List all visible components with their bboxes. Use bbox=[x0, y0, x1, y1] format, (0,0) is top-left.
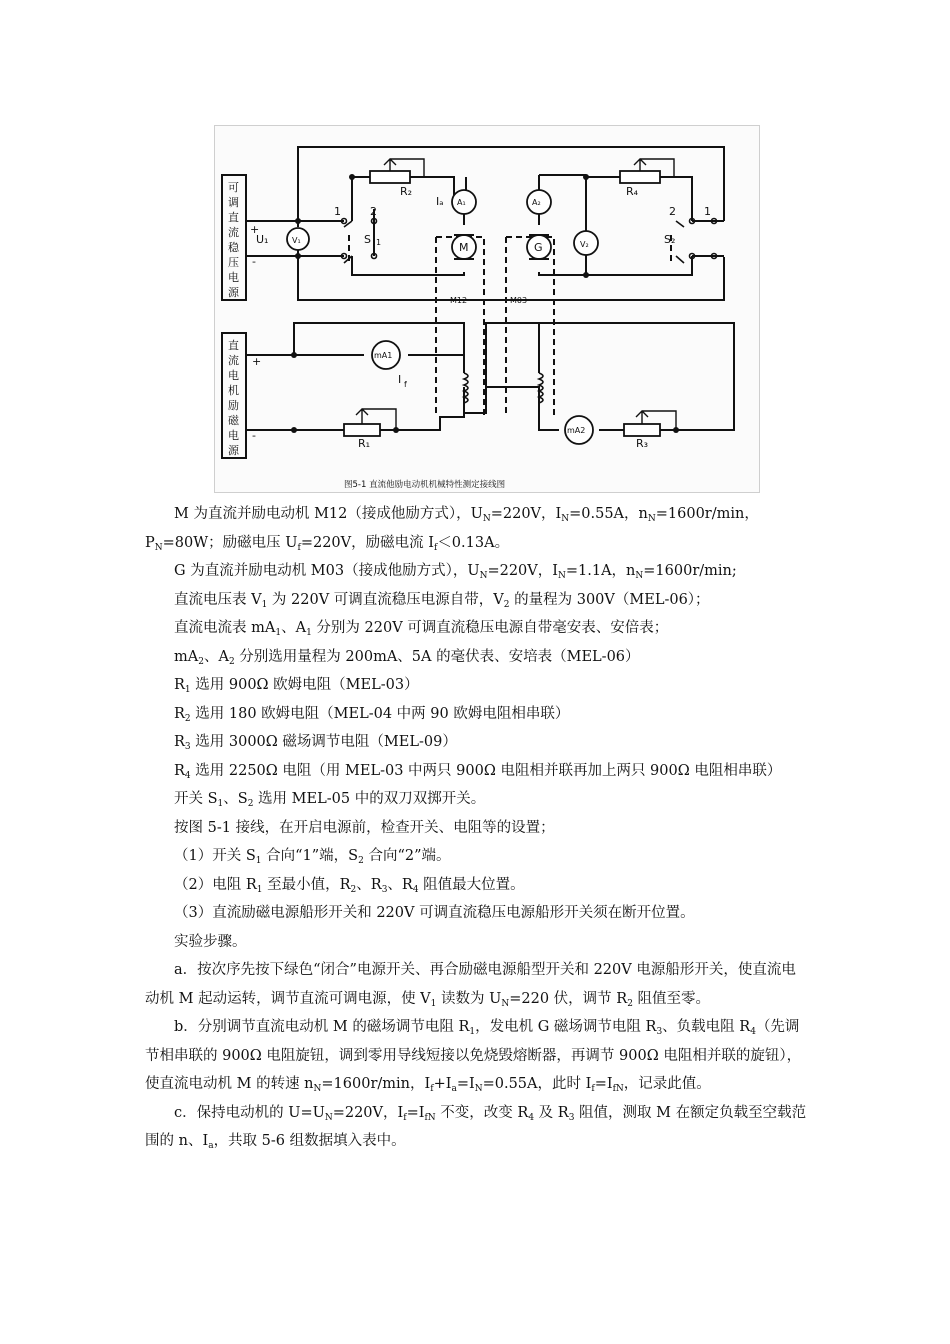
subscript: N bbox=[479, 571, 488, 581]
figure-caption: 图5-1 直流他励电动机机械特性测定接线图 bbox=[344, 480, 506, 490]
subscript: N bbox=[324, 1112, 333, 1123]
paragraph-5 bbox=[145, 643, 810, 672]
text-run: =220V，I bbox=[490, 506, 562, 522]
text-run: 、R bbox=[356, 876, 382, 893]
subscript: N bbox=[482, 514, 491, 524]
box-char: 稳 bbox=[228, 241, 239, 254]
text-run: R bbox=[174, 762, 185, 779]
subscript: fN bbox=[424, 1112, 436, 1123]
subscript: f bbox=[433, 542, 438, 553]
box-char: 机 bbox=[228, 384, 239, 397]
text-run: 分别选用量程为 200mA、5A 的毫伏表、安培表（MEL-06） bbox=[234, 648, 640, 665]
subscript: 1 bbox=[255, 856, 262, 866]
paragraph-6 bbox=[145, 671, 810, 700]
label-if-sub: f bbox=[404, 380, 407, 389]
paragraph-1 bbox=[145, 500, 810, 557]
subscript: 1 bbox=[469, 1027, 476, 1037]
text-run: =I bbox=[456, 1076, 475, 1092]
box-char: 电 bbox=[228, 271, 239, 284]
text-run: R bbox=[174, 734, 185, 750]
text-run: c．保持电动机的 U=U bbox=[174, 1104, 325, 1121]
subscript: 2 bbox=[184, 713, 191, 724]
text-run: 为 220V 可调直流稳压电源自带，V bbox=[267, 591, 504, 608]
text-run: 选用 MEL-05 中的双刀双掷开关。 bbox=[253, 791, 486, 807]
box-char: 可 bbox=[228, 181, 239, 194]
text-run: b．分别调节直流电动机 M 的磁场调节电阻 R bbox=[174, 1019, 470, 1035]
label-v1: V₁ bbox=[292, 236, 301, 245]
paragraph-4 bbox=[145, 614, 810, 643]
subscript: 3 bbox=[568, 1112, 575, 1123]
text-run: mA bbox=[174, 648, 199, 665]
paragraph-7 bbox=[145, 700, 810, 729]
label-terminal-1b: 1 bbox=[704, 205, 711, 218]
subscript: 4 bbox=[528, 1112, 535, 1123]
box-char: 电 bbox=[228, 369, 239, 382]
subscript: f bbox=[403, 1112, 407, 1123]
subscript: 2 bbox=[247, 799, 254, 809]
text-run: （3）直流励磁电源船形开关和 220V 可调直流稳压电源船形开关须在断开位置。 bbox=[174, 905, 695, 921]
text-run: =1600r/min，P bbox=[145, 506, 759, 551]
label-u1: U₁ bbox=[256, 233, 269, 246]
text-run: =220 伏，调节 R bbox=[509, 990, 628, 1007]
subscript: 1 bbox=[184, 685, 191, 695]
subscript: 1 bbox=[306, 628, 312, 638]
text-run: =0.55A，n bbox=[569, 506, 648, 522]
paragraph-3 bbox=[145, 586, 810, 615]
paragraph-14 bbox=[145, 899, 810, 928]
label-motor-m: M bbox=[459, 241, 469, 254]
text-run: M 为直流并励电动机 M12（接成他励方式），U bbox=[174, 506, 483, 522]
box-char: 源 bbox=[228, 444, 239, 457]
text-run: =220V，I bbox=[332, 1104, 404, 1121]
box-char: 励 bbox=[228, 399, 239, 412]
text-run: 选用 180 欧姆电阻（MEL-04 中两 90 欧姆电阻相串联） bbox=[190, 705, 570, 722]
box-char: 磁 bbox=[228, 414, 239, 427]
paragraph-13 bbox=[145, 871, 810, 900]
subscript: N bbox=[561, 514, 570, 524]
text-run: ，发电机 G 磁场调节电阻 R bbox=[475, 1019, 657, 1035]
subscript: 4 bbox=[184, 770, 191, 781]
label-r1: R₁ bbox=[358, 437, 371, 450]
subscript: 2 bbox=[503, 599, 510, 610]
text-run: 合向“2”端。 bbox=[363, 848, 451, 864]
label-r4: R₄ bbox=[626, 185, 639, 198]
paragraph-12 bbox=[145, 842, 810, 871]
label-ma1: mA1 bbox=[374, 351, 393, 360]
paragraph-9 bbox=[145, 757, 810, 786]
text-run: =1.1A，n bbox=[565, 563, 636, 579]
text-run: a．按次序先按下绿色“闭合”电源开关、再合励磁电源船型开关和 220V 电源船形开关，使直流电动机 M 起动运转，调节直流可调电源，使 V bbox=[145, 962, 796, 1007]
text-run: 直流电压表 V bbox=[174, 591, 262, 608]
label-r3: R₃ bbox=[636, 437, 649, 450]
text-run: =220V，励磁电流 I bbox=[300, 534, 434, 551]
subscript: 4 bbox=[412, 884, 419, 895]
subscript: a bbox=[451, 1084, 457, 1094]
text-run: 阻值，测取 M 在额定负载至空载范围的 n、I bbox=[145, 1104, 807, 1149]
label-generator-g: G bbox=[534, 241, 543, 254]
text-run: 及 R bbox=[534, 1104, 569, 1121]
text-run: 、A bbox=[281, 620, 307, 636]
text-run: =1600r/min，I bbox=[321, 1076, 431, 1092]
paragraph-18 bbox=[145, 1099, 810, 1156]
label-s2: S₂ bbox=[664, 233, 676, 246]
box-char: 直 bbox=[228, 211, 239, 224]
label-s1-sub: 1 bbox=[376, 238, 382, 247]
label-terminal-1: 1 bbox=[334, 205, 341, 218]
box-char: 流 bbox=[228, 354, 239, 367]
subscript: 2 bbox=[350, 884, 357, 895]
text-run: （2）电阻 R bbox=[174, 876, 257, 893]
text-run: =1600r/min; bbox=[643, 563, 737, 579]
subscript: 2 bbox=[198, 656, 204, 667]
paragraph-16 bbox=[145, 956, 810, 1013]
text-run: +I bbox=[433, 1076, 452, 1092]
subscript: f bbox=[297, 542, 301, 553]
subscript: N bbox=[474, 1084, 483, 1094]
label-terminal-2b: 2 bbox=[669, 205, 676, 218]
box-char: 直 bbox=[228, 339, 239, 352]
label-ia: Iₐ bbox=[436, 195, 444, 208]
text-run: 阻值至零。 bbox=[632, 990, 711, 1007]
label-plus-1: + bbox=[250, 223, 260, 236]
text-run: 、负载电阻 R bbox=[662, 1019, 751, 1035]
label-ma2: mA2 bbox=[567, 426, 586, 435]
text-run: 、A bbox=[203, 648, 229, 665]
label-terminal-2: 2 bbox=[370, 205, 377, 218]
text-run: R bbox=[174, 677, 185, 693]
label-a2: A₂ bbox=[532, 198, 541, 207]
subscript: 3 bbox=[381, 884, 388, 895]
label-s1: S bbox=[364, 233, 371, 246]
text-run: 合向“1”端，S bbox=[261, 848, 359, 864]
subscript: 1 bbox=[275, 628, 282, 638]
body-text bbox=[145, 500, 810, 1156]
subscript: 1 bbox=[217, 799, 224, 809]
subscript: N bbox=[313, 1084, 322, 1094]
paragraph-2 bbox=[145, 557, 810, 586]
subscript: 4 bbox=[750, 1027, 756, 1037]
paragraph-17 bbox=[145, 1013, 810, 1099]
subscript: N bbox=[557, 571, 566, 581]
text-run: ＜0.13A。 bbox=[437, 534, 510, 551]
subscript: 2 bbox=[228, 656, 235, 667]
text-run: 选用 3000Ω 磁场调节电阻（MEL-09） bbox=[190, 734, 457, 750]
text-run: =I bbox=[594, 1076, 613, 1092]
text-run: 、R bbox=[387, 876, 413, 893]
text-run: ，记录此值。 bbox=[623, 1076, 711, 1092]
box-char: 源 bbox=[228, 286, 239, 299]
text-run: 不变，改变 R bbox=[435, 1104, 529, 1121]
box-char: 调 bbox=[228, 196, 239, 209]
subscript: 3 bbox=[656, 1027, 663, 1037]
label-m03: M03 bbox=[510, 296, 528, 305]
paragraph-15 bbox=[145, 928, 810, 957]
label-r2: R₂ bbox=[400, 185, 413, 198]
text-run: 、S bbox=[223, 791, 248, 807]
text-run: =220V，I bbox=[487, 563, 558, 579]
label-minus-1: - bbox=[252, 255, 256, 268]
paragraph-8 bbox=[145, 728, 810, 757]
subscript: 1 bbox=[261, 599, 268, 610]
text-run: G 为直流并励电动机 M03（接成他励方式），U bbox=[174, 563, 480, 579]
subscript: N bbox=[154, 542, 163, 553]
text-run: ，共取 5-6 组数据填入表中。 bbox=[213, 1133, 406, 1149]
subscript: N bbox=[647, 514, 656, 524]
text-run: =I bbox=[406, 1104, 425, 1121]
text-run: 至最小值，R bbox=[262, 876, 351, 893]
label-minus-2: - bbox=[252, 429, 256, 442]
subscript: f bbox=[591, 1084, 595, 1094]
subscript: 2 bbox=[358, 856, 364, 866]
subscript: N bbox=[501, 998, 510, 1009]
text-run: 的量程为 300V（MEL-06）； bbox=[509, 591, 710, 608]
text-run: 选用 2250Ω 电阻（用 MEL-03 中两只 900Ω 电阻相并联再加上两只 900Ω 电阻相串联） bbox=[190, 762, 782, 779]
subscript: 3 bbox=[184, 742, 191, 752]
text-run: 开关 S bbox=[174, 791, 218, 807]
text-run: 读数为 U bbox=[436, 990, 502, 1007]
subscript: a bbox=[208, 1141, 214, 1151]
text-run: （先调节相串联的 900Ω 电阻旋钮，调到零用导线短接以免烧毁熔断器，再调节 900Ω 电阻相并联的旋钮），使直流电动机 M 的转速 n bbox=[145, 1019, 802, 1092]
subscript: N bbox=[635, 571, 644, 581]
text-run: 选用 900Ω 欧姆电阻（MEL-03） bbox=[190, 677, 419, 693]
label-if: I bbox=[398, 373, 402, 386]
paragraph-11 bbox=[145, 814, 810, 843]
text-run: R bbox=[174, 705, 185, 722]
text-run: 分别为 220V 可调直流稳压电源自带毫安表、安倍表； bbox=[311, 620, 669, 636]
text-run: =0.55A，此时 I bbox=[482, 1076, 592, 1092]
label-m12: M12 bbox=[450, 296, 468, 305]
label-plus-2: + bbox=[252, 355, 262, 368]
label-v2: V₂ bbox=[580, 240, 589, 249]
circuit-figure bbox=[214, 125, 760, 493]
subscript: 1 bbox=[430, 998, 437, 1009]
box-char: 流 bbox=[228, 226, 239, 239]
text-run: 直流电流表 mA bbox=[174, 620, 276, 636]
text-run: 实验步骤。 bbox=[174, 933, 247, 950]
subscript: 1 bbox=[256, 884, 263, 895]
label-a1: A₁ bbox=[457, 198, 466, 207]
text-run: 按图 5-1 接线，在开启电源前，检查开关、电阻等的设置； bbox=[174, 819, 555, 836]
paragraph-10 bbox=[145, 785, 810, 814]
text-run: =80W；励磁电压 U bbox=[162, 534, 298, 551]
subscript: f bbox=[430, 1084, 434, 1094]
text-run: （1）开关 S bbox=[174, 848, 256, 864]
box-char: 压 bbox=[228, 256, 239, 269]
box-char: 电 bbox=[228, 429, 239, 442]
circuit-diagram bbox=[214, 125, 760, 493]
subscript: fN bbox=[612, 1084, 624, 1094]
subscript: 2 bbox=[627, 998, 633, 1009]
text-run: 阻值最大位置。 bbox=[418, 876, 525, 893]
